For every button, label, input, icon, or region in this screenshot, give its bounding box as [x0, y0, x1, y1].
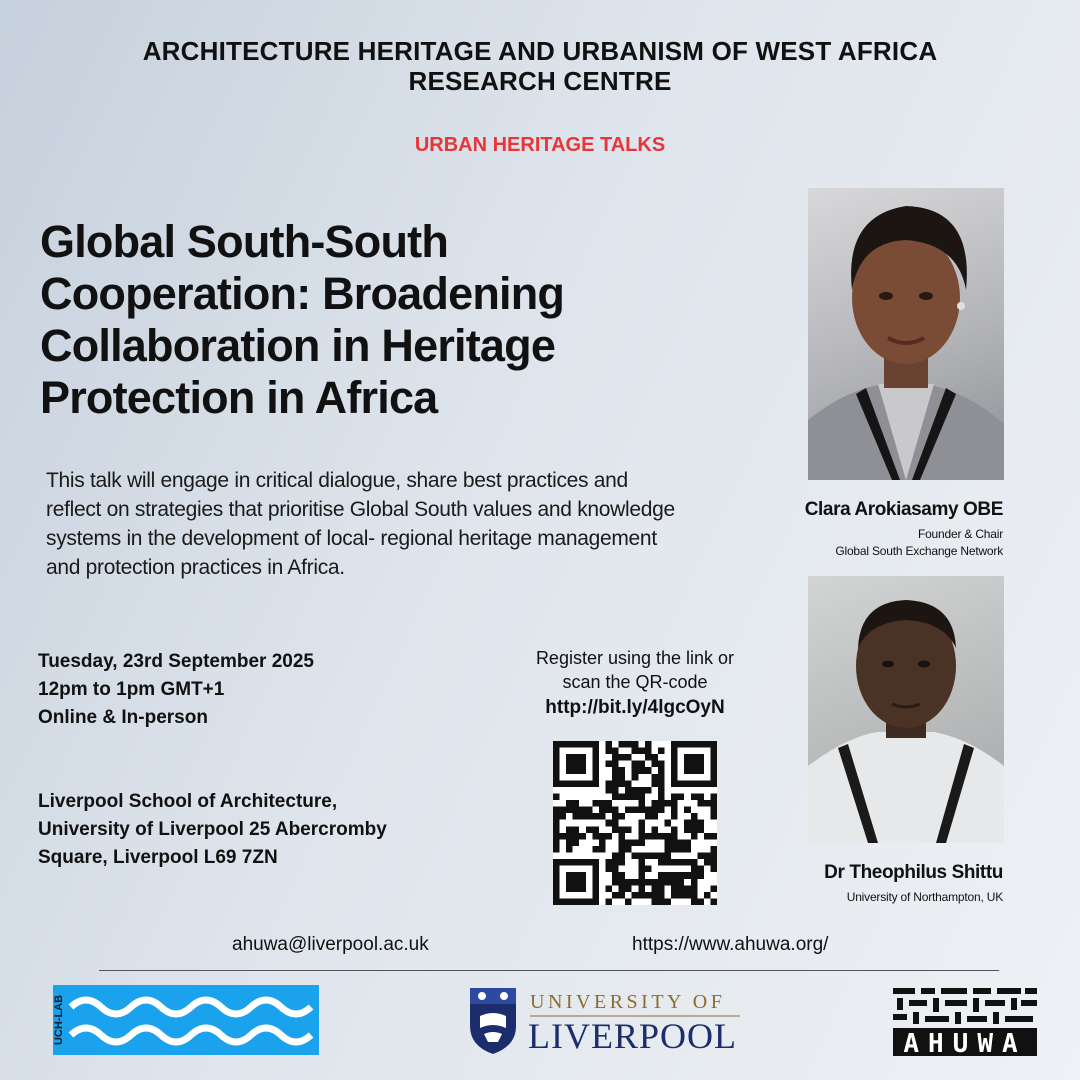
event-date: Tuesday, 23rd September 2025: [38, 651, 314, 672]
venue-line-2: University of Liverpool 25 Abercromby: [38, 819, 387, 840]
talk-title-line-4: Protection in Africa: [40, 372, 438, 423]
venue-line-1: Liverpool School of Architecture,: [38, 791, 338, 812]
speaker-1-role-line-2: Global South Exchange Network: [835, 544, 1003, 558]
abstract-line-1: This talk will engage in critical dialogue, share best practices and: [46, 469, 628, 492]
register-instructions: [500, 646, 770, 694]
series-label: URBAN HERITAGE TALKS: [414, 134, 666, 156]
qr-code-icon[interactable]: [553, 741, 717, 905]
organization-title-line-2: RESEARCH CENTRE: [408, 66, 672, 96]
abstract-line-2: reflect on strategies that prioritise Global South values and knowledge: [46, 498, 675, 521]
speaker-2-role-line-1: University of Northampton, UK: [846, 890, 1003, 904]
talk-title-line-2: Cooperation: Broadening: [40, 268, 565, 319]
event-details: [38, 648, 314, 732]
uch-lab-logo-text: UCH-LAB: [53, 994, 65, 1046]
speaker-name-1: Clara Arokiasamy OBE: [804, 499, 1003, 520]
ahuwa-logo-text: AHUWA: [903, 1029, 1027, 1056]
talk-abstract: [46, 466, 766, 582]
talk-title-line-3: Collaboration in Heritage: [40, 320, 556, 371]
speaker-photo-clara: [808, 188, 1004, 480]
ahuwa-logo: [893, 988, 1037, 1056]
event-time: 12pm to 1pm GMT+1: [38, 679, 225, 700]
event-venue: [38, 788, 468, 872]
footer-divider: [99, 970, 999, 971]
talk-title: [40, 216, 720, 424]
registration-link[interactable]: http://bit.ly/4lgcOyN: [545, 697, 725, 718]
university-logo-line-2: LIVERPOOL: [528, 1016, 737, 1056]
talk-title-line-1: Global South-South: [40, 216, 449, 267]
university-of-liverpool-logo: [468, 984, 748, 1056]
event-format: Online & In-person: [38, 707, 208, 728]
speaker-role-2: [847, 889, 1003, 906]
contact-email-link[interactable]: ahuwa@liverpool.ac.uk: [232, 934, 429, 955]
speaker-photo-theophilus: [808, 576, 1004, 843]
speaker-name-2: Dr Theophilus Shittu: [824, 862, 1003, 883]
abstract-line-3: systems in the development of local- regional heritage management: [46, 527, 657, 550]
register-instruction-line-2: scan the QR-code: [562, 672, 708, 692]
uch-lab-logo: [53, 985, 319, 1055]
venue-line-3: Square, Liverpool L69 7ZN: [38, 847, 278, 868]
website-link[interactable]: https://www.ahuwa.org/: [632, 934, 829, 955]
register-instruction-line-1: Register using the link or: [535, 648, 735, 668]
organization-title: [40, 36, 1040, 96]
organization-title-line-1: ARCHITECTURE HERITAGE AND URBANISM OF WEST AFRICA: [142, 36, 938, 66]
speaker-1-role-line-1: Founder & Chair: [917, 527, 1003, 541]
abstract-line-4: and protection practices in Africa.: [46, 556, 345, 579]
university-logo-line-1: UNIVERSITY OF: [530, 991, 726, 1013]
speaker-role-1: [835, 526, 1003, 560]
